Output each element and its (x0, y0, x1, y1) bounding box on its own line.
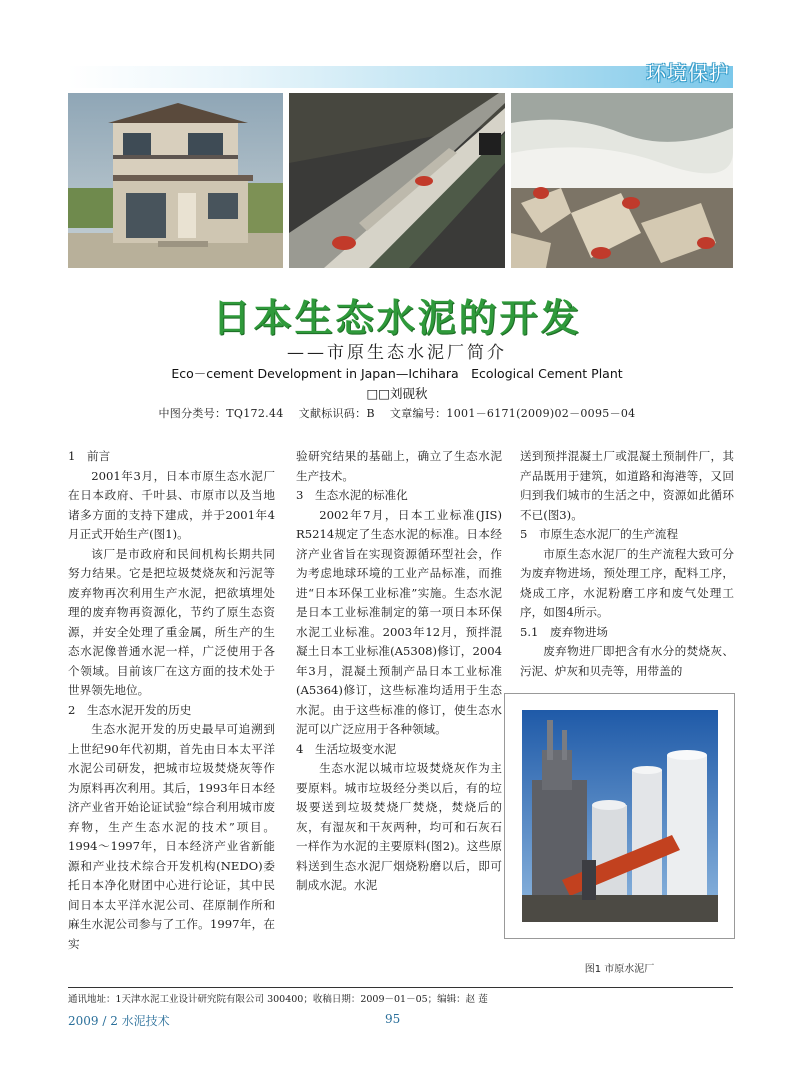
photo-tetrapods (511, 93, 733, 268)
photo-eco-house (68, 93, 283, 268)
english-title: Eco－cement Development in Japan—Ichihara Ecological Cement Plant (171, 366, 623, 381)
figure-1-caption: 图1 市原水泥厂 (584, 964, 655, 975)
paragraph: 该厂是市政府和民间机构长期共同努力结果。它是把垃圾焚烧灰和污泥等废弃物再次利用生产水泥，把欲填埋处理的废弃物再资源化，节约了原生态资源，并安全处理了重金属，所生产的生态水泥像普通水泥一样，广泛使用于各个领域。目前该厂在这方面的技术处于世界领先地位。 (68, 546, 275, 697)
footnote: 通讯地址：1天津水泥工业设计研究院有限公司 300400；收稿日期：2009－01－05；编辑：赵 莲 (68, 994, 488, 1005)
paragraph: 2001年3月，日本市原生态水泥厂在日本政府、千叶县、市原市以及当地诸多方面的支持下建成，并于2001年4月正式开始生产(图1)。 (68, 468, 275, 541)
author: □□刘砚秋 (366, 386, 428, 401)
text-column-3 (520, 447, 734, 681)
section-heading: 5 市原生态水泥厂的生产流程 (520, 527, 679, 541)
photo-cement-plant (522, 710, 718, 922)
section-heading: 1 前言 (68, 449, 111, 463)
journal-issue: 2009 / 2 水泥技术 (68, 1014, 170, 1028)
section-heading: 4 生活垃圾变水泥 (296, 741, 397, 756)
paragraph: 废弃物进厂即把含有水分的焚烧灰、污泥、炉灰和贝壳等，用带盖的 (520, 644, 734, 678)
section-header-band (68, 66, 733, 88)
classification-line: 中图分类号：TQ172.44 文献标识码：B 文章编号：1001－6171(2009)02－0095－04 (158, 407, 636, 420)
footnote-divider (68, 987, 733, 988)
paragraph: 验研究结果的基础上，确立了生态水泥生产技术。 (296, 449, 502, 483)
text-column-1 (68, 447, 275, 954)
paragraph: 市原生态水泥厂的生产流程大致可分为废弃物进场，预处理工序，配料工序，烧成工序，水泥粉磨工序和废气处理工序，如图4所示。 (520, 546, 734, 619)
photo-road-curb (289, 93, 505, 268)
paragraph: 生态水泥以城市垃圾焚烧灰作为主要原料。城市垃圾经分类以后，有的垃圾要送到垃圾焚烧厂焚烧，焚烧后的灰，有湿灰和干灰两种，均可和石灰石一样作为水泥的主要原料(图2)。这些原料送到生态水泥厂烟烧粉磨以后，即可制成水泥。水泥 (296, 761, 502, 892)
page-number: 95 (385, 1012, 401, 1026)
paragraph: 送到预拌混凝土厂或混凝土预制件厂，其产品既用于建筑，如道路和海港等，又回归到我们城市的生活之中，资源如此循环不已(图3)。 (520, 449, 734, 522)
article-title: 日本生态水泥的开发 (212, 296, 582, 340)
section-heading: 5.1 废弃物进场 (520, 624, 609, 639)
article-subtitle: ——市原生态水泥厂简介 (287, 343, 507, 363)
section-heading: 2 生态水泥开发的历史 (68, 702, 192, 717)
paragraph: 生态水泥开发的历史最早可追溯到上世纪90年代初期，首先由日本太平洋水泥公司研发，把城市垃圾焚烧灰等作为原料再次利用。其后，1993年日本经济产业省开始论证试验“综合利用城市废弃物，生产生态水泥的技术”项目。1994～1997年，日本经济产业省新能源和产业技术综合开发机构(NEDO)委托日本净化财团中心进行论证，其中民间日本太平洋水泥公司、荏原制作所和麻生水泥公司参与了工作。1997年，在实 (68, 722, 275, 951)
section-tag: 环境保护 (646, 61, 730, 85)
paragraph: 2002年7月，日本工业标准(JIS) R5214规定了生态水泥的标准。日本经济产业省旨在实现资源循环型社会，作为考虑地球环境的工业产品标准，而推进“日本环保工业标准”实施。生态水泥是日本工业标准制定的第一项日本环保水泥工业标准。2003年12月，预拌混凝土日本工业标准(A5308)修订，2004年3月，混凝土预制产品日本工业标准(A5364)修订，这些标准均适用于生态水泥。由于这些标准的修订，使生态水泥可以广泛应用于各种领域。 (296, 507, 502, 736)
text-column-2 (296, 447, 502, 896)
figure-1-frame (504, 693, 735, 939)
section-heading: 3 生态水泥的标准化 (296, 488, 408, 502)
